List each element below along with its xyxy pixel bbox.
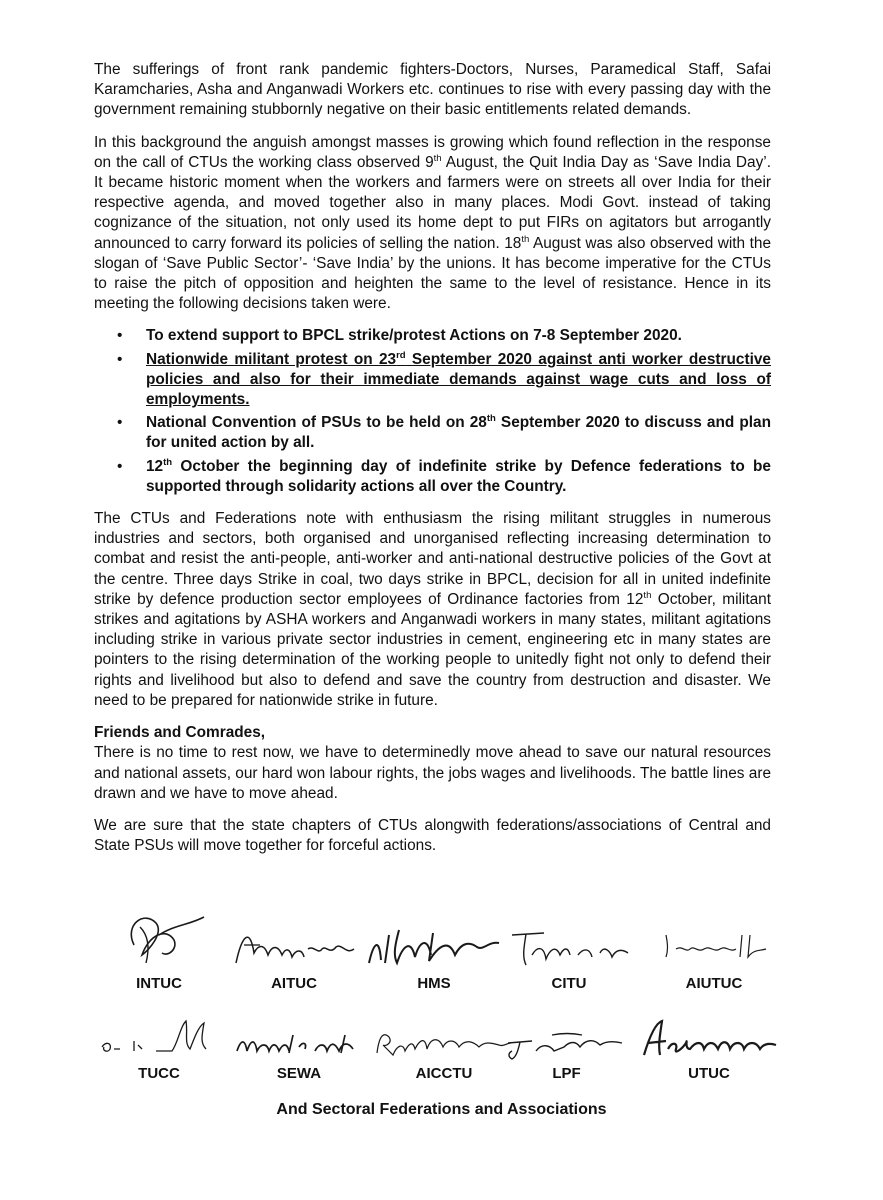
decision-text-start: Nationwide militant protest on 23 xyxy=(146,350,397,368)
signatory-label: SEWA xyxy=(276,1065,322,1082)
signatory-label: AITUC xyxy=(271,975,317,992)
decision-text-start: National Convention of PSUs to be held on 28 xyxy=(146,414,487,432)
handwritten-signature-icon xyxy=(94,1013,224,1065)
ordinal-suffix: th xyxy=(521,233,530,245)
decision-item xyxy=(94,413,771,453)
signature-aicctu xyxy=(369,1013,519,1083)
handwritten-signature-icon xyxy=(224,905,364,975)
paragraph-pandemic-fighters: The sufferings of front rank pandemic fighters-Doctors, Nurses, Paramedical Staff, Safai Karamcharies, Asha and Anganwadi Workers etc. continues to rise with every passing day with the government remaining stubbornly negative on their basic entitlements related demands. xyxy=(94,61,771,119)
signature-hms xyxy=(359,905,509,993)
closing-line: And Sectoral Federations and Associations xyxy=(276,1101,607,1118)
ordinal-suffix: th xyxy=(433,152,442,164)
handwritten-signature-icon xyxy=(229,1013,369,1065)
decision-text-start: To extend support to BPCL strike/protest Actions on 7-8 September 2020. xyxy=(146,327,682,345)
signatory-label: AICCTU xyxy=(415,1065,473,1082)
decisions-list xyxy=(94,326,771,497)
handwritten-signature-icon xyxy=(504,905,634,975)
bullet-icon: • xyxy=(117,414,123,432)
handwritten-signature-icon xyxy=(654,905,774,975)
signature-utuc xyxy=(634,1013,784,1083)
ordinal-suffix: th xyxy=(486,413,496,425)
paragraph-background xyxy=(94,133,771,315)
handwritten-signature-icon xyxy=(634,1013,784,1065)
signatory-label: TUCC xyxy=(138,1065,180,1082)
decision-text-end: September 2020 against anti worker destructive policies and also for their immediate demands against wage cuts and loss of employments. xyxy=(146,350,771,409)
signature-lpf xyxy=(499,1013,634,1083)
ordinal-suffix: th xyxy=(163,456,173,468)
decision-item xyxy=(94,350,771,411)
handwritten-signature-icon xyxy=(369,1013,519,1065)
signatory-label: INTUC xyxy=(136,975,182,992)
decision-text xyxy=(146,458,771,495)
decision-text xyxy=(146,351,771,408)
signature-row-2 xyxy=(94,1013,784,1093)
bullet-icon: • xyxy=(117,457,123,475)
decision-text xyxy=(146,414,771,451)
handwritten-signature-icon xyxy=(359,905,509,975)
paragraph-background-part-b: August, the Quit India Day as ‘Save India Day’. It became historic moment when the workers and farmers were on streets all over India for their respective agenda, and moved together also in many places. Modi Govt. instead of taking cognizance of the situation, not only used its home dept to put FIRs on agitators but arrogantly announced to carry forward its policies of selling the nation. 18 xyxy=(94,153,771,252)
bullet-icon: • xyxy=(117,327,123,345)
signature-row-1 xyxy=(94,905,784,1000)
signature-tucc xyxy=(94,1013,224,1083)
paragraph-state-chapters: We are sure that the state chapters of CTUs alongwith federations/associations of Central and State PSUs will move together for forceful actions. xyxy=(94,816,771,855)
signature-citu xyxy=(499,905,639,993)
decision-text-end: September 2020 to discuss and plan for united action by all. xyxy=(146,414,771,452)
ordinal-suffix: rd xyxy=(396,349,406,361)
paragraph-move-ahead: There is no time to rest now, we have to determinedly move ahead to save our natural resources and national assets, our hard won labour rights, the jobs wages and livelihoods. The battle lines are drawn and we have to move ahead. xyxy=(94,744,771,802)
paragraph-rising-struggles-part-b: October, militant strikes and agitations by ASHA workers and Anganwadi workers in many states, militant agitations including strike in various private sector industries in cement, engineering etc in many states are pointers to the rising determination of the working people to unitedly fight not only to defend their rights and livelihood but also to defend and save the country from destruction and disaster. We need to be prepared for nationwide strike in future. xyxy=(94,590,771,709)
signatory-label: LPF xyxy=(552,1065,581,1082)
paragraph-rising-struggles-part-a: The CTUs and Federations note with enthusiasm the rising militant struggles in numerous industries and sectors, both organised and unorganised reflecting increasing determination to combat and resist the anti-people, anti-worker and anti-national destructive policies of the Govt at the centre. Three days Strike in coal, two days strike in BPCL, decision for all in united indefinite strike by defence production sector employees of Ordinance factories from 12 xyxy=(94,510,771,608)
paragraph-rising-struggles xyxy=(94,509,771,711)
handwritten-signature-icon xyxy=(104,905,214,975)
decision-item xyxy=(94,326,771,346)
signatory-label: HMS xyxy=(417,975,451,992)
decision-text-end: October the beginning day of indefinite strike by Defence federations to be supported through solidarity actions all over the Country. xyxy=(146,457,771,495)
salutation-heading: Friends and Comrades, xyxy=(94,724,266,742)
paragraph-background-part-c: August was also observed with the slogan of ‘Save Public Sector’- ‘Save India’ by the unions. It has become imperative for the CTUs to raise the pitch of opposition and heighten the same to the level of resistance. Hence in its meeting the following decisions taken were. xyxy=(94,234,772,313)
ordinal-suffix: th xyxy=(643,589,652,601)
bullet-icon: • xyxy=(117,350,123,368)
signatory-label: AIUTUC xyxy=(685,975,743,992)
signature-intuc xyxy=(99,905,219,993)
decision-text xyxy=(146,327,682,344)
signature-sewa xyxy=(229,1013,369,1083)
signature-aiutuc xyxy=(649,905,779,993)
paragraph-background-part-a: In this background the anguish amongst masses is growing which found reflection in the response on the call of CTUs the working class observed 9 xyxy=(94,133,771,171)
decision-item xyxy=(94,457,771,497)
handwritten-signature-icon xyxy=(502,1013,632,1065)
signatory-label: UTUC xyxy=(688,1065,730,1082)
signatory-label: CITU xyxy=(551,975,587,992)
signature-aituc xyxy=(224,905,364,993)
decision-text-start: 12 xyxy=(146,457,164,475)
